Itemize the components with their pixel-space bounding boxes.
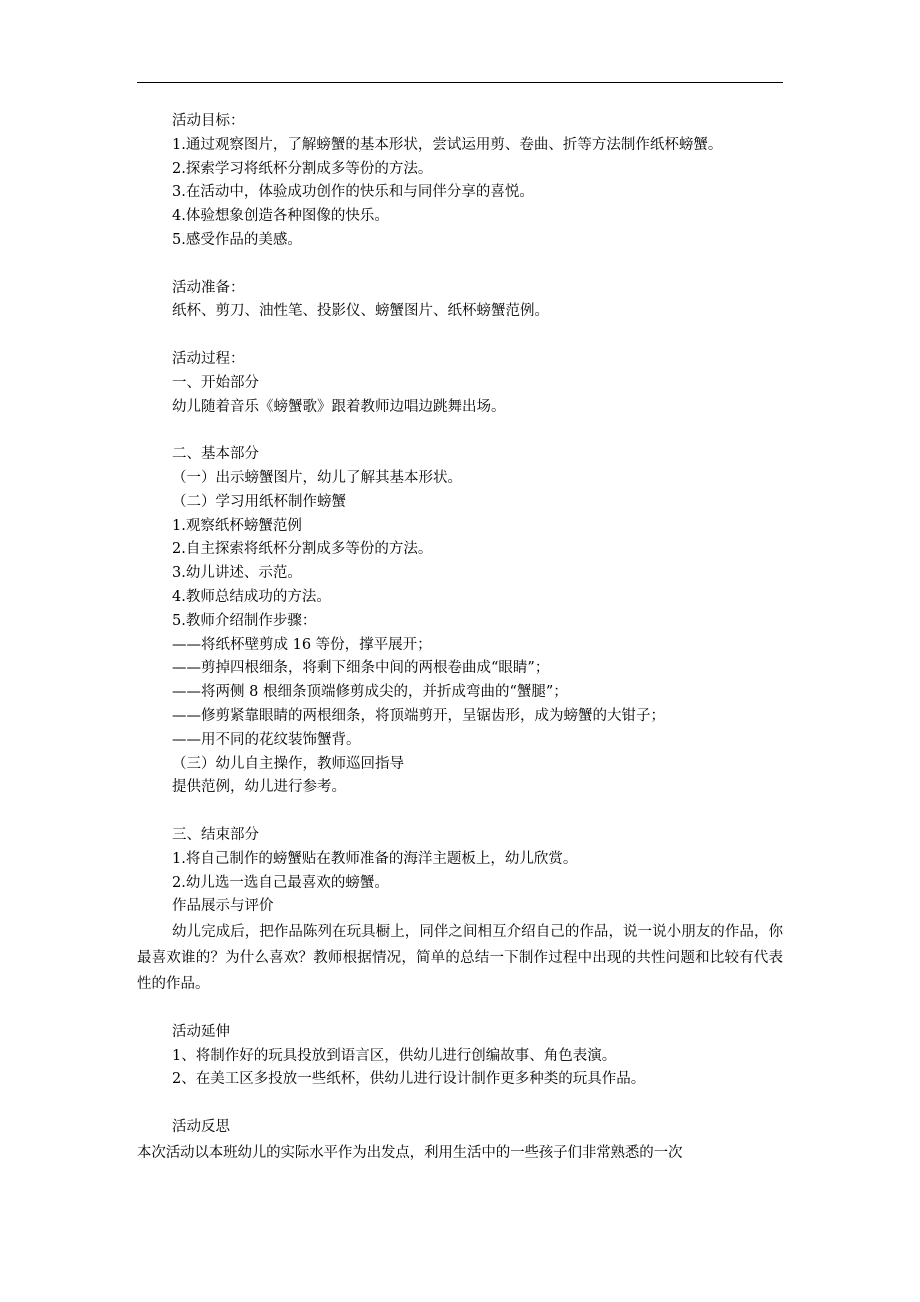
goal-item: 3.在活动中，体验成功创作的快乐和与同伴分享的喜悦。 — [172, 184, 534, 201]
extension-heading: 活动延伸 — [172, 1023, 230, 1040]
reflection-heading: 活动反思 — [172, 1119, 230, 1136]
dash-step: ——将两侧 8 根细条顶端修剪成尖的，并折成弯曲的“蟹腿”； — [172, 684, 568, 701]
step-item: 5.教师介绍制作步骤： — [172, 612, 317, 629]
part2-sub3-text: 提供范例，幼儿进行参考。 — [172, 779, 346, 796]
dash-step: ——修剪紧靠眼睛的两根细条，将顶端剪开，呈锯齿形，成为螃蟹的大钳子； — [172, 707, 665, 724]
part3-item: 1.将自己制作的螃蟹贴在教师准备的海洋主题板上，幼儿欣赏。 — [172, 850, 578, 867]
goal-item: 2.探索学习将纸杯分割成多等份的方法。 — [172, 160, 433, 177]
display-paragraph: 幼儿完成后，把作品陈列在玩具橱上，同伴之间相互介绍自己的作品，说一说小朋友的作品，你最喜欢谁的？为什么喜欢？教师根据情况，简单的总结一下制作过程中出现的共性问题和比较有代表性的作品。 — [137, 924, 783, 993]
dash-step: ——用不同的花纹装饰蟹背。 — [172, 731, 361, 748]
display-heading: 作品展示与评价 — [172, 898, 274, 915]
document-body — [137, 110, 784, 1166]
part1-title: 一、开始部分 — [172, 374, 259, 391]
part1-text: 幼儿随着音乐《螃蟹歌》跟着教师边唱边跳舞出场。 — [172, 398, 506, 415]
step-item: 3.幼儿讲述、示范。 — [172, 565, 302, 582]
part2-sub1: （一）出示螃蟹图片，幼儿了解其基本形状。 — [172, 469, 462, 486]
step-item: 2.自主探索将纸杯分割成多等份的方法。 — [172, 541, 433, 558]
prep-text: 纸杯、剪刀、油性笔、投影仪、螃蟹图片、纸杯螃蟹范例。 — [172, 303, 549, 320]
dash-step: ——将纸杯壁剪成 16 等份，撑平展开； — [172, 636, 432, 653]
header-rule — [137, 82, 783, 83]
part3-item: 2.幼儿选一选自己最喜欢的螃蟹。 — [172, 874, 389, 891]
goals-heading: 活动目标： — [172, 113, 245, 129]
reflection-text: 本次活动以本班幼儿的实际水平作为出发点，利用生活中的一些孩子们非常熟悉的一次 — [137, 1144, 683, 1161]
process-heading: 活动过程： — [172, 350, 245, 367]
part2-title: 二、基本部分 — [172, 446, 259, 463]
part3-title: 三、结束部分 — [172, 826, 259, 843]
prep-heading: 活动准备： — [172, 279, 245, 296]
extension-item: 1、将制作好的玩具投放到语言区，供幼儿进行创编故事、角色表演。 — [172, 1047, 617, 1064]
dash-step: ——剪掉四根细条，将剩下细条中间的两根卷曲成“眼睛”； — [172, 660, 550, 677]
extension-item: 2、在美工区多投放一些纸杯，供幼儿进行设计制作更多种类的玩具作品。 — [172, 1071, 646, 1088]
goal-item: 5.感受作品的美感。 — [172, 231, 302, 248]
step-item: 1.观察纸杯螃蟹范例 — [172, 517, 302, 534]
part2-sub3: （三）幼儿自主操作，教师巡回指导 — [172, 755, 404, 772]
part2-sub2: （二）学习用纸杯制作螃蟹 — [172, 493, 346, 510]
step-item: 4.教师总结成功的方法。 — [172, 588, 331, 605]
goal-item: 4.体验想象创造各种图像的快乐。 — [172, 208, 389, 225]
goal-item: 1.通过观察图片，了解螃蟹的基本形状，尝试运用剪、卷曲、折等方法制作纸杯螃蟹。 — [172, 136, 723, 153]
